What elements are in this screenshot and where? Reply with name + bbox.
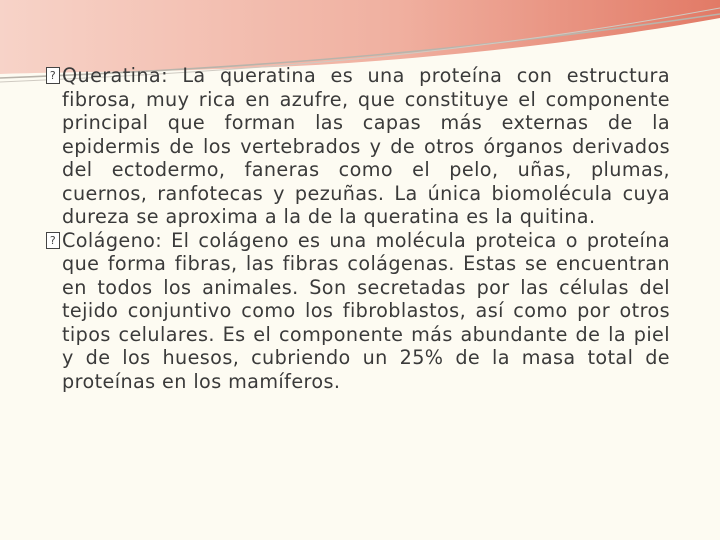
paragraph-text: Colágeno: El colágeno es una molécula proteica o proteína que forma fibras, las fibras colágenas. Estas se encuentran en todos los animales. Son secretadas por las células del tejido conjuntivo como los fibroblastos, así como por otros tipos celulares. Es el componente más abundante de la piel y de los huesos, cubriendo un 25% de la masa total de proteínas en los mamíferos. bbox=[62, 228, 670, 393]
paragraph-colageno bbox=[49, 228, 670, 394]
header-band bbox=[0, 0, 720, 74]
missing-glyph-box-icon: ? bbox=[46, 232, 60, 249]
paragraph-text: Queratina: La queratina es una proteína con estructura fibrosa, muy rica en azufre, que constituye el componente principal que forman las capas más externas de la epidermis de los vertebrados y de otros órganos derivados del ectodermo, faneras como el pelo, uñas, plumas, cuernos, ranfotecas y pezuñas. La única biomolécula cuya dureza se aproxima a la de la queratina es la quitina. bbox=[62, 64, 670, 228]
missing-glyph-box-icon: ? bbox=[46, 67, 60, 84]
slide-body bbox=[49, 64, 670, 393]
paragraph-queratina bbox=[49, 64, 670, 229]
